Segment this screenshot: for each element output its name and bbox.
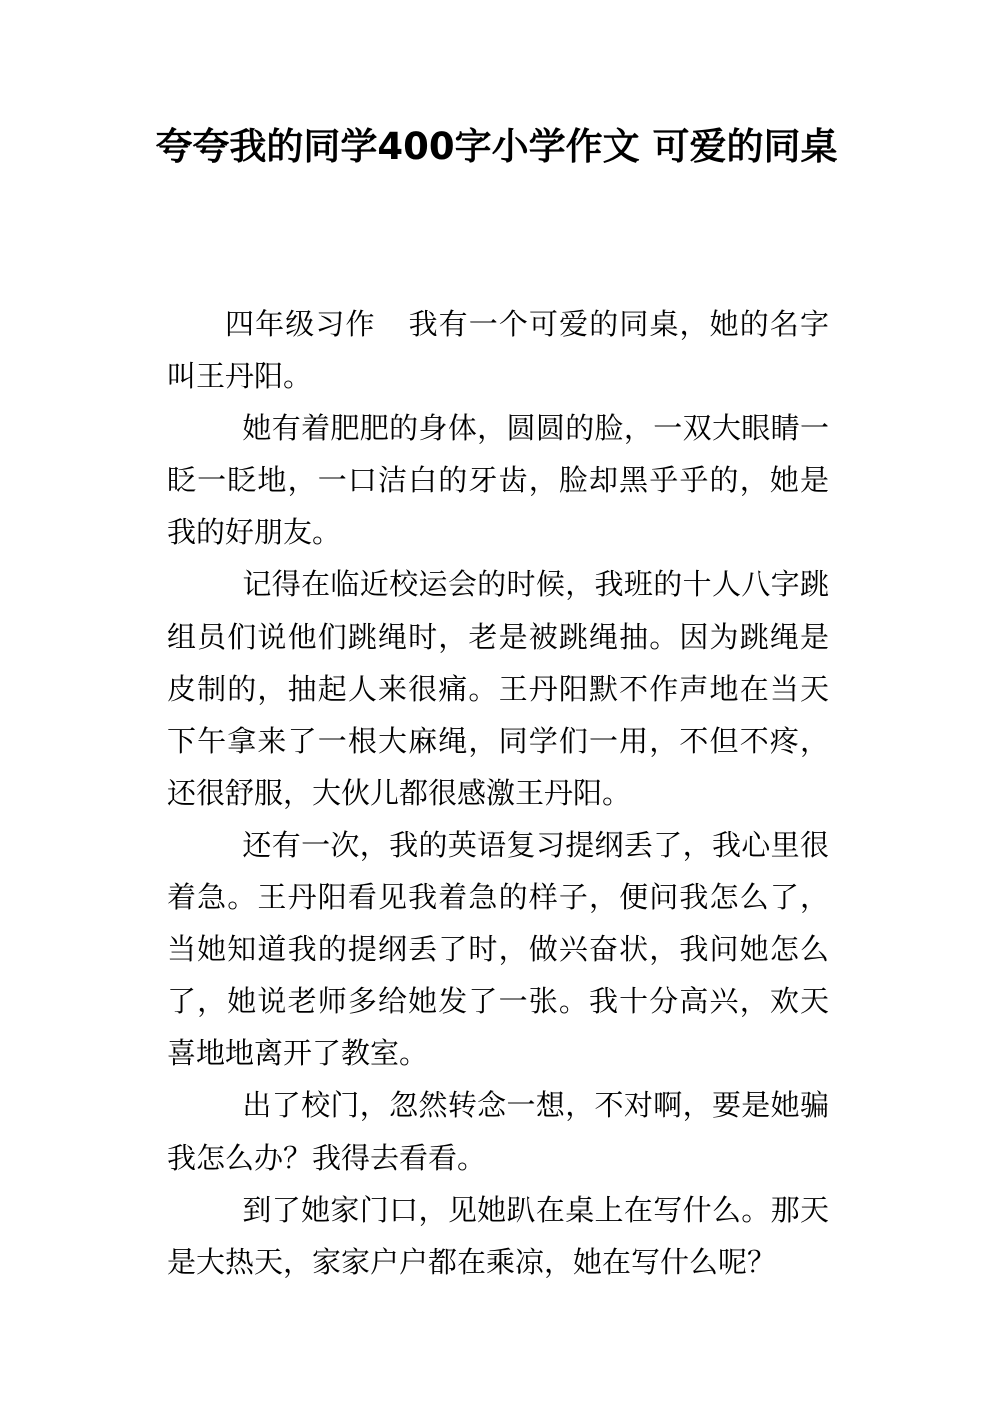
paragraph-4: 还有一次，我的英语复习提纲丢了，我心里很着急。王丹阳看见我着急的样子，便问我怎么了，当她知道我的提纲丢了时，做兴奋状，我问她怎么了，她说老师多给她发了一张。我十分高兴，欢天喜地地离开了教室。: [167, 827, 829, 1071]
document-title: 夸夸我的同学400字小学作文 可爱的同桌: [155, 125, 838, 168]
paragraph-1-lead: 四年级习作: [225, 307, 376, 341]
document-body: [167, 298, 829, 1288]
paragraph-1-text: 我有一个可爱的同桌，她的名字叫王丹阳。: [167, 307, 829, 394]
paragraph-6: 到了她家门口，见她趴在桌上在写什么。那天是大热天，家家户户都在乘凉，她在写什么呢？: [167, 1192, 829, 1279]
paragraph-5: 出了校门，忽然转念一想，不对啊，要是她骗我怎么办？我得去看看。: [167, 1088, 829, 1175]
paragraph-3: 记得在临近校运会的时候，我班的十人八字跳组员们说他们跳绳时，老是被跳绳抽。因为跳绳是皮制的，抽起人来很痛。王丹阳默不作声地在当天下午拿来了一根大麻绳，同学们一用，不但不疼，还很舒服，大伙儿都很感激王丹阳。: [167, 567, 829, 810]
paragraph-1: [167, 298, 829, 402]
paragraph-2: 她有着肥肥的身体，圆圆的脸，一双大眼睛一眨一眨地，一口洁白的牙齿，脸却黑乎乎的，她是我的好朋友。: [167, 411, 829, 550]
